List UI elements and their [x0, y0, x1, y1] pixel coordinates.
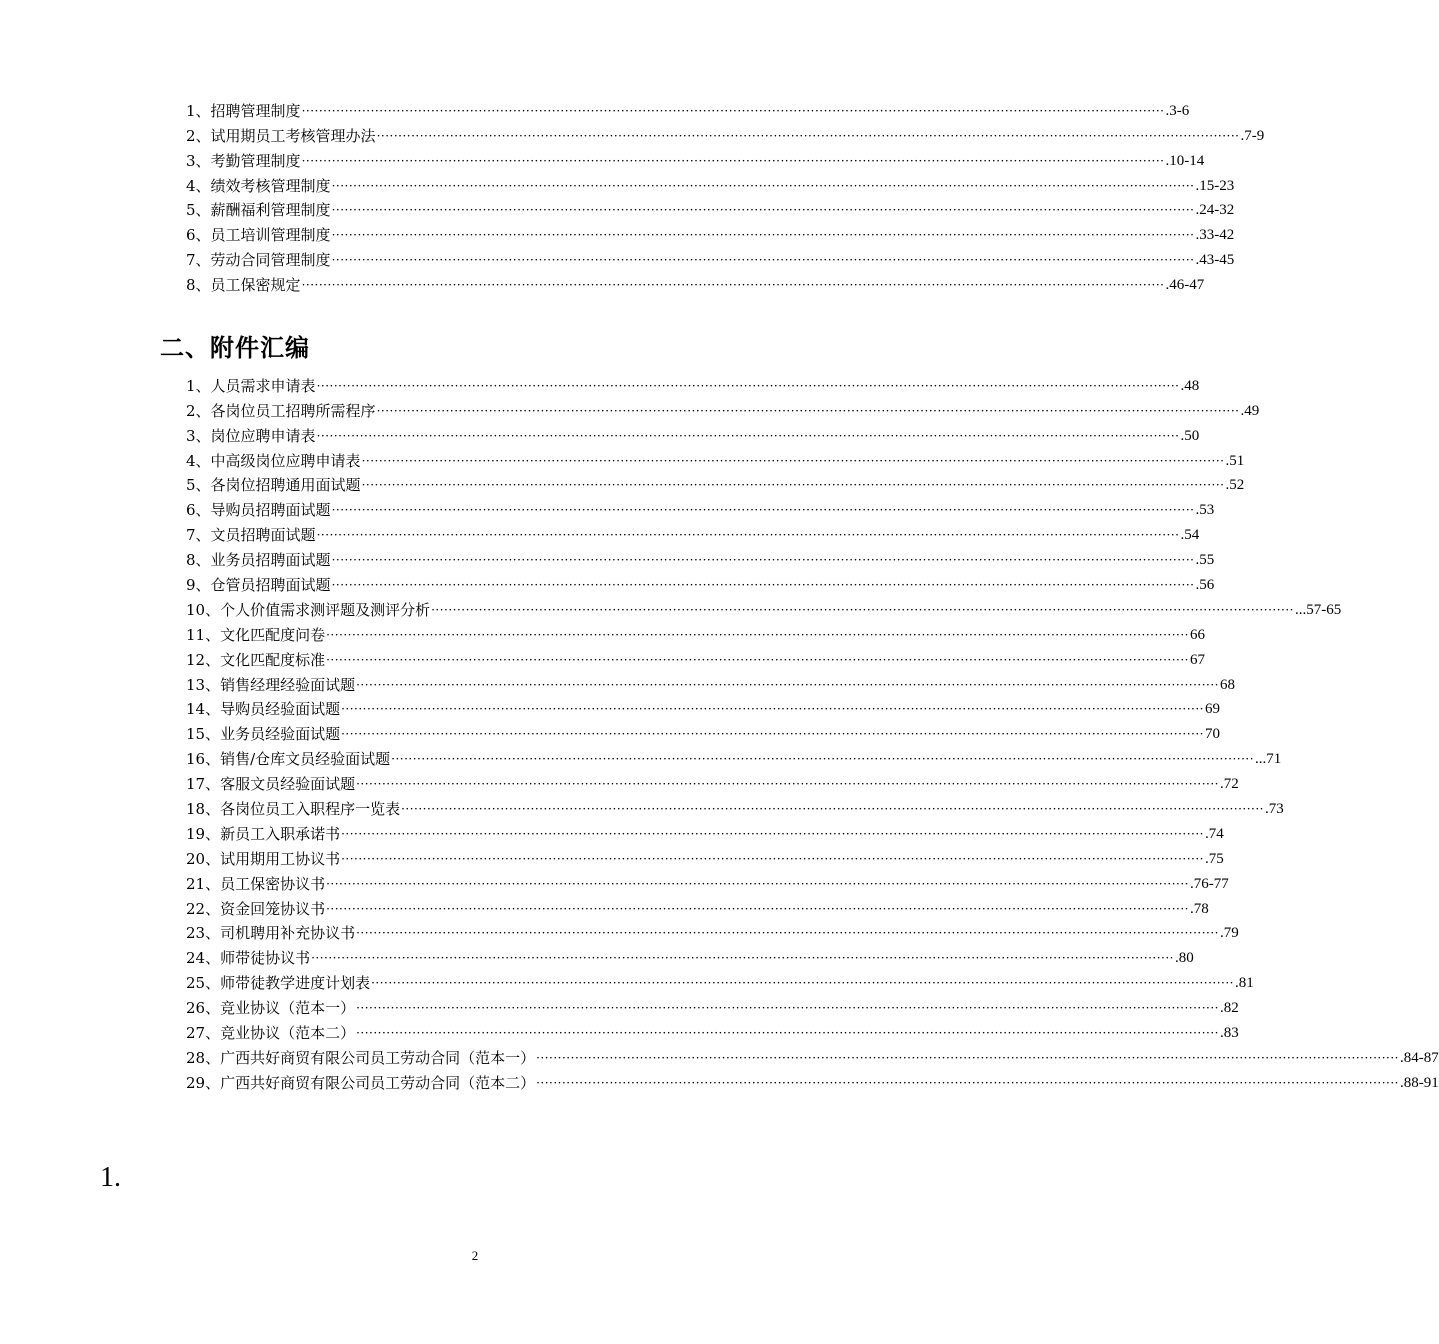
- toc-entry-page: .46-47: [1165, 277, 1205, 294]
- toc-entry-number: 3、: [186, 151, 211, 170]
- toc-entry-page: .75: [1205, 850, 1224, 867]
- toc-dot-leader: ········································································································································································································: [361, 478, 1225, 493]
- toc-entry[interactable]: [186, 844, 1224, 869]
- toc-dot-leader: ········································································································································································································: [331, 553, 1195, 568]
- toc-entry[interactable]: [186, 993, 1239, 1018]
- toc-dot-leader: ········································································································································································································: [356, 926, 1219, 941]
- toc-dot-leader: ········································································································································································································: [371, 976, 1234, 991]
- toc-entry[interactable]: [186, 819, 1224, 844]
- toc-entry-number: 8、: [186, 551, 211, 570]
- toc-dot-leader: ········································································································································································································: [326, 627, 1189, 642]
- toc-entry-page: .50: [1180, 427, 1200, 444]
- toc-entry-number: 19、: [186, 824, 221, 843]
- toc-dot-leader: ········································································································································································································: [316, 378, 1180, 393]
- toc-entry-number: 23、: [186, 924, 221, 943]
- toc-entry-page: 67: [1190, 651, 1205, 668]
- toc-entry-page: .73: [1265, 801, 1284, 818]
- toc-dot-leader: ········································································································································································································: [341, 826, 1204, 841]
- toc-entry[interactable]: [186, 943, 1194, 968]
- toc-entry-page: 66: [1190, 626, 1205, 643]
- toc-dot-leader: ········································································································································································································: [356, 777, 1219, 792]
- toc-dot-leader: ········································································································································································································: [536, 1075, 1399, 1090]
- toc-entry-number: 26、: [186, 999, 221, 1018]
- toc-entry-title: 文员招聘面试题: [210, 526, 316, 545]
- toc-entry-number: 27、: [186, 1024, 221, 1043]
- toc-entry-title: 人员需求申请表: [210, 376, 316, 395]
- toc-entry-title: 竞业协议（范本一）: [220, 999, 356, 1018]
- toc-entry-number: 20、: [186, 849, 221, 868]
- toc-entry-number: 7、: [186, 526, 211, 545]
- toc-entry-page: 69: [1205, 701, 1220, 718]
- toc-entry-page: .33-42: [1195, 227, 1235, 244]
- toc-entry[interactable]: [186, 1043, 1439, 1068]
- toc-dot-leader: ········································································································································································································: [536, 1050, 1399, 1065]
- toc-entry-title: 中高级岗位应聘申请表: [210, 451, 361, 470]
- toc-entry[interactable]: [186, 1068, 1439, 1093]
- toc-entry-page: .56: [1195, 577, 1215, 594]
- toc-dot-leader: ········································································································································································································: [311, 951, 1174, 966]
- toc-entry[interactable]: [186, 695, 1220, 720]
- toc-entry[interactable]: [186, 1018, 1239, 1043]
- toc-entry-number: 8、: [186, 276, 211, 295]
- toc-entry-page: .53: [1195, 502, 1215, 519]
- toc-entry[interactable]: [186, 520, 1200, 545]
- toc-entry-page: ...71: [1255, 751, 1282, 768]
- toc-entry[interactable]: [186, 794, 1284, 819]
- toc-entry-number: 15、: [186, 725, 221, 744]
- toc-entry-page: .49: [1240, 402, 1260, 419]
- toc-entry-page: .76-77: [1190, 875, 1229, 892]
- toc-entry-page: .79: [1220, 925, 1239, 942]
- toc-entry-page: .3-6: [1165, 102, 1190, 119]
- toc-dot-leader: ········································································································································································································: [331, 253, 1195, 268]
- toc-entry-page: .52: [1225, 477, 1245, 494]
- toc-entry-title: 个人价值需求测评题及测评分析: [220, 600, 431, 619]
- toc-entry-number: 5、: [186, 201, 211, 220]
- toc-entry-number: 4、: [186, 451, 211, 470]
- toc-list-appendix: [186, 371, 1439, 1093]
- toc-entry[interactable]: [186, 171, 1235, 196]
- toc-entry-number: 10、: [186, 600, 221, 619]
- toc-entry-title: 员工保密规定: [210, 276, 301, 295]
- toc-entry-title: 文化匹配度问卷: [220, 625, 326, 644]
- toc-entry[interactable]: [186, 869, 1229, 894]
- toc-entry[interactable]: [186, 196, 1235, 221]
- toc-entry[interactable]: [186, 446, 1245, 471]
- toc-entry-number: 1、: [186, 376, 211, 395]
- toc-dot-leader: ········································································································································································································: [356, 1001, 1219, 1016]
- toc-entry-title: 各岗位招聘通用面试题: [210, 476, 361, 495]
- toc-entry-title: 员工保密协议书: [220, 874, 326, 893]
- toc-entry-title: 师带徒教学进度计划表: [220, 974, 371, 993]
- toc-dot-leader: ········································································································································································································: [391, 752, 1255, 767]
- toc-entry[interactable]: [186, 670, 1235, 695]
- toc-entry-page: .74: [1205, 825, 1224, 842]
- toc-entry-number: 22、: [186, 899, 221, 918]
- toc-entry-number: 6、: [186, 501, 211, 520]
- toc-dot-leader: ········································································································································································································: [316, 428, 1180, 443]
- toc-entry-page: .84-87: [1400, 1049, 1439, 1066]
- toc-dot-leader: ········································································································································································································: [331, 578, 1195, 593]
- toc-entry[interactable]: [186, 245, 1235, 270]
- toc-entry-number: 4、: [186, 176, 211, 195]
- toc-dot-leader: ········································································································································································································: [301, 278, 1165, 293]
- toc-entry[interactable]: [186, 146, 1205, 171]
- toc-entry-title: 仓管员招聘面试题: [210, 576, 331, 595]
- toc-dot-leader: ········································································································································································································: [401, 802, 1264, 817]
- toc-entry-number: 21、: [186, 874, 221, 893]
- toc-entry-title: 资金回笼协议书: [220, 899, 326, 918]
- toc-entry[interactable]: [186, 919, 1239, 944]
- toc-dot-leader: ········································································································································································································: [356, 677, 1219, 692]
- toc-dot-leader: ········································································································································································································: [361, 453, 1225, 468]
- toc-entry-page: .82: [1220, 1000, 1239, 1017]
- toc-entry[interactable]: [186, 121, 1265, 146]
- toc-entry-title: 师带徒协议书: [220, 949, 311, 968]
- toc-entry-title: 销售经理经验面试题: [220, 675, 356, 694]
- toc-entry-title: 导购员招聘面试题: [210, 501, 331, 520]
- toc-entry-number: 11、: [186, 625, 221, 644]
- toc-entry-number: 2、: [186, 126, 211, 145]
- toc-entry-page: .43-45: [1195, 252, 1235, 269]
- toc-entry[interactable]: [186, 396, 1260, 421]
- toc-entry[interactable]: [186, 894, 1209, 919]
- toc-entry-page: ...57-65: [1295, 601, 1342, 618]
- toc-entry-title: 文化匹配度标准: [220, 650, 326, 669]
- toc-dot-leader: ········································································································································································································: [301, 103, 1165, 118]
- toc-entry-title: 业务员招聘面试题: [210, 551, 331, 570]
- toc-entry[interactable]: [186, 495, 1215, 520]
- toc-entry-number: 29、: [186, 1073, 221, 1092]
- toc-entry-page: .51: [1225, 452, 1245, 469]
- toc-entry[interactable]: [186, 270, 1205, 295]
- toc-entry-number: 14、: [186, 700, 221, 719]
- toc-entry-page: .88-91: [1400, 1074, 1439, 1091]
- toc-entry-title: 广西共好商贸有限公司员工劳动合同（范本二）: [220, 1073, 536, 1092]
- toc-entry-title: 岗位应聘申请表: [210, 426, 316, 445]
- toc-dot-leader: ········································································································································································································: [326, 876, 1189, 891]
- toc-dot-leader: ········································································································································································································: [331, 178, 1195, 193]
- toc-dot-leader: ········································································································································································································: [341, 702, 1204, 717]
- toc-entry[interactable]: [186, 645, 1205, 670]
- toc-entry-title: 招聘管理制度: [210, 101, 301, 120]
- toc-dot-leader: ········································································································································································································: [376, 128, 1240, 143]
- toc-entry-title: 竞业协议（范本二）: [220, 1024, 356, 1043]
- toc-entry[interactable]: [186, 96, 1190, 121]
- toc-dot-leader: ········································································································································································································: [356, 1026, 1219, 1041]
- toc-entry[interactable]: [186, 595, 1342, 620]
- toc-entry-number: 5、: [186, 476, 211, 495]
- toc-entry-title: 员工培训管理制度: [210, 226, 331, 245]
- toc-entry-title: 业务员经验面试题: [220, 725, 341, 744]
- toc-dot-leader: ········································································································································································································: [376, 403, 1240, 418]
- toc-entry-number: 2、: [186, 401, 211, 420]
- toc-entry-title: 试用期员工考核管理办法: [210, 126, 376, 145]
- section-heading-appendix: 二、附件汇编: [160, 334, 310, 362]
- toc-entry-page: .80: [1175, 950, 1194, 967]
- toc-entry-page: .10-14: [1165, 152, 1205, 169]
- toc-entry-title: 司机聘用补充协议书: [220, 924, 356, 943]
- toc-entry-number: 17、: [186, 775, 221, 794]
- toc-entry-title: 绩效考核管理制度: [210, 176, 331, 195]
- toc-list-regulations: [186, 96, 1265, 295]
- toc-entry-number: 9、: [186, 576, 211, 595]
- toc-dot-leader: ········································································································································································································: [301, 153, 1165, 168]
- toc-entry-page: .83: [1220, 1025, 1239, 1042]
- toc-entry-number: 28、: [186, 1048, 221, 1067]
- toc-entry-page: 70: [1205, 726, 1220, 743]
- toc-entry[interactable]: [186, 471, 1245, 496]
- toc-entry-title: 新员工入职承诺书: [220, 824, 341, 843]
- toc-entry-page: .7-9: [1240, 127, 1265, 144]
- toc-dot-leader: ········································································································································································································: [331, 503, 1195, 518]
- toc-entry-title: 各岗位员工招聘所需程序: [210, 401, 376, 420]
- toc-entry-title: 考勤管理制度: [210, 151, 301, 170]
- page-number: 2: [471, 1248, 479, 1263]
- toc-entry-title: 各岗位员工入职程序一览表: [220, 800, 401, 819]
- toc-entry-title: 广西共好商贸有限公司员工劳动合同（范本一）: [220, 1048, 536, 1067]
- toc-entry-page: .15-23: [1195, 177, 1235, 194]
- toc-entry-title: 劳动合同管理制度: [210, 251, 331, 270]
- toc-entry-page: 68: [1220, 676, 1235, 693]
- toc-entry-title: 销售/仓库文员经验面试题: [220, 750, 391, 769]
- toc-entry[interactable]: [186, 570, 1215, 595]
- toc-entry[interactable]: [186, 371, 1200, 396]
- toc-entry-number: 6、: [186, 226, 211, 245]
- toc-entry-number: 24、: [186, 949, 221, 968]
- toc-entry[interactable]: [186, 769, 1239, 794]
- toc-entry[interactable]: [186, 719, 1220, 744]
- toc-dot-leader: ········································································································································································································: [331, 228, 1195, 243]
- toc-entry-number: 16、: [186, 750, 221, 769]
- toc-dot-leader: ········································································································································································································: [341, 851, 1204, 866]
- toc-entry-page: .48: [1180, 377, 1200, 394]
- toc-entry-number: 7、: [186, 251, 211, 270]
- trailing-heading-number: 1.: [100, 1162, 121, 1193]
- toc-entry-title: 导购员经验面试题: [220, 700, 341, 719]
- toc-entry-page: .81: [1235, 975, 1254, 992]
- toc-entry-number: 13、: [186, 675, 221, 694]
- toc-entry-page: .55: [1195, 552, 1215, 569]
- toc-entry-number: 25、: [186, 974, 221, 993]
- toc-entry-title: 试用期用工协议书: [220, 849, 341, 868]
- toc-entry[interactable]: [186, 968, 1254, 993]
- toc-entry[interactable]: [186, 545, 1215, 570]
- toc-entry[interactable]: [186, 421, 1200, 446]
- toc-entry[interactable]: [186, 620, 1205, 645]
- toc-dot-leader: ········································································································································································································: [341, 727, 1204, 742]
- toc-entry-number: 12、: [186, 650, 221, 669]
- toc-entry-number: 3、: [186, 426, 211, 445]
- toc-entry-number: 18、: [186, 800, 221, 819]
- toc-dot-leader: ········································································································································································································: [326, 652, 1189, 667]
- toc-dot-leader: ········································································································································································································: [331, 203, 1195, 218]
- toc-dot-leader: ········································································································································································································: [316, 528, 1180, 543]
- toc-entry-page: .78: [1190, 900, 1209, 917]
- toc-dot-leader: ········································································································································································································: [326, 901, 1189, 916]
- toc-entry[interactable]: [186, 220, 1235, 245]
- toc-entry-number: 1、: [186, 101, 211, 120]
- toc-entry-title: 客服文员经验面试题: [220, 775, 356, 794]
- toc-entry-page: .24-32: [1195, 202, 1235, 219]
- toc-entry-page: .54: [1180, 527, 1200, 544]
- toc-entry-title: 薪酬福利管理制度: [210, 201, 331, 220]
- toc-entry-page: .72: [1220, 776, 1239, 793]
- toc-dot-leader: ········································································································································································································: [431, 602, 1294, 617]
- toc-entry[interactable]: [186, 744, 1282, 769]
